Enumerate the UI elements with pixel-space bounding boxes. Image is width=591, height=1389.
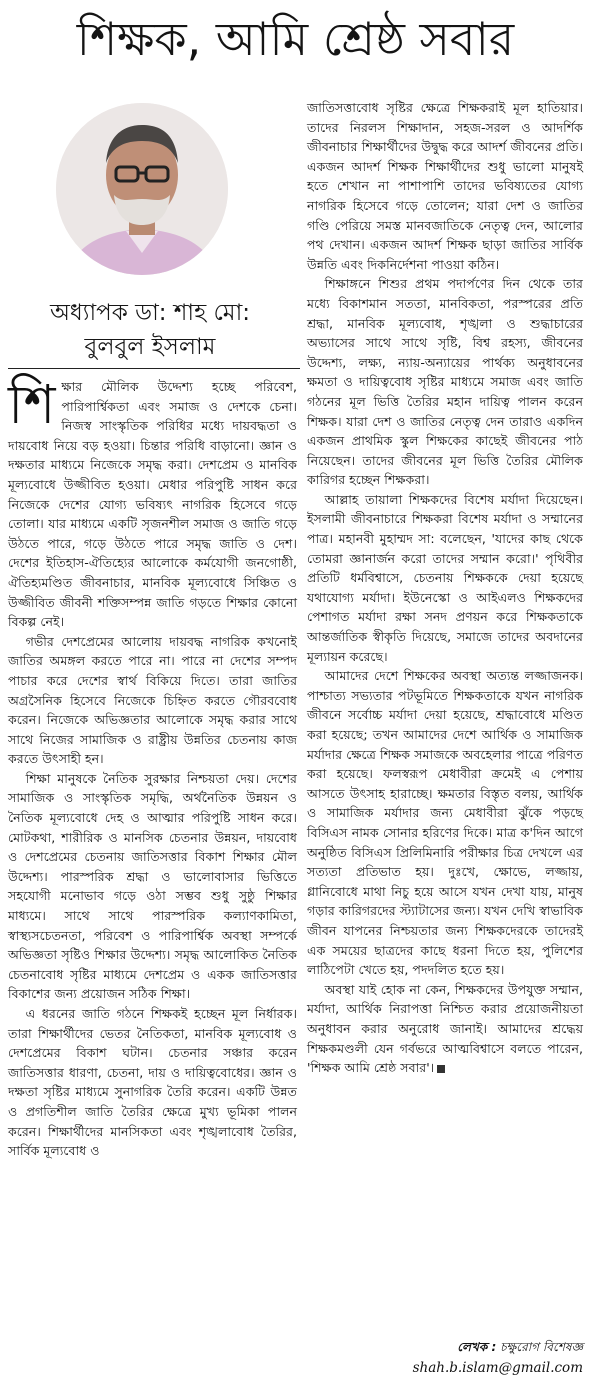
byline-role: চক্ষুরোগ বিশেষজ্ঞ — [500, 1340, 583, 1354]
article-paragraph-3: শিক্ষা মানুষকে নৈতিক সুরক্ষার নিশ্চয়তা দেয়। দেশের সামাজিক ও সাংস্কৃতিক সমৃদ্ধি, অর্থনৈতিক উন্নয়ন ও নৈতিক মূল্যবোধে দেহ ও আত্মার পরিপুষ্টি সাধন করে। মোটকথা, শারীরিক ও মানসিক চেতনার উন্নয়ন, দায়বোধ ও দেশপ্রেমের চেতনায় জাতিসত্তার বিকাশ শিক্ষার মৌল উদ্দেশ্য। পারস্পরিক শ্রদ্ধা ও ভালোবাসার ভিত্তিতে সহযোগী মনোভাব গড়ে ওঠা সম্ভব শুধু সুষ্ঠু শিক্ষার মাধ্যমে। সাথে সাথে পারস্পরিক কল্যাণকামিতা, স্বাস্থ্যসচেতনতা, পরিবেশ ও পারিপার্শ্বিক অবস্থা সম্পর্কে অভিজ্ঞতা সৃষ্টিও শিক্ষার উদ্দেশ্য। সমৃদ্ধ আলোকিত নৈতিক চেতনাবোধ সৃষ্টির মাধ্যমে দেশপ্রেম ও একক জাতিসত্তার বিকাশের জন্য প্রয়োজন সঠিক শিক্ষা। — [8, 770, 297, 1002]
author-byline — [362, 1338, 583, 1356]
author-name-line2: বুলবুল ইসলাম — [84, 334, 216, 360]
author-email: shah.b.islam@gmail.com — [412, 1360, 583, 1376]
author-divider — [8, 368, 300, 369]
article-paragraph-6: শিক্ষাঙ্গনে শিশুর প্রথম পদার্পণের দিন থেকে তার মধ্যে বিকাশমান সততা, মানবিকতা, পরস্পরের প্রতি শ্রদ্ধা, মানবিক মূল্যবোধ, শৃঙ্খলা ও শুদ্ধাচারের অভ্যাসের সাথে সাথে সৃষ্টি, বিশ্ব রহস্য, জীবনের উদ্দেশ্য, লক্ষ্য, ন্যায়-অন্যায়ের পার্থক্য অনুধাবনের ক্ষমতা ও দায়িত্ববোধ সৃষ্টির মাধ্যমে সমাজ এবং জাতি গঠনের মূল ভিত্তি তৈরির মহান দায়িত্ব পালন করেন শিক্ষক। যারা দেশ ও জাতির নেতৃত্ব দেন তারাও একদিন একজন প্রাথমিক স্কুল শিক্ষকের কাছেই জীবনের পাঠ নিয়েছেন। তাদের জীবনের মূল ভিত্তি তৈরির মৌলিক কারিগর হচ্ছেন শিক্ষকরা। — [307, 276, 583, 488]
end-mark-icon — [437, 1065, 445, 1073]
article-column-left — [8, 373, 297, 1161]
article-paragraph-9: অবস্থা যাই হোক না কেন, শিক্ষকদের উপযুক্ত সম্মান, মর্যাদা, আর্থিক নিরাপত্তা নিশ্চিত করার প্রয়োজনীয়তা অনুধাবন করার অনুরোধ জানাই। আমাদের শ্রদ্ধেয় শিক্ষকমণ্ডলী যেন গর্বভরে আত্মবিশ্বাসে বলতে পারেন, 'শিক্ষক আমি শ্রেষ্ঠ সবার'। — [307, 981, 583, 1076]
author-name — [0, 296, 300, 364]
author-photo — [56, 103, 228, 275]
author-portrait-illustration — [56, 103, 228, 275]
drop-cap: শি — [8, 373, 56, 436]
article-paragraph-8: আমাদের দেশে শিক্ষকের অবস্থা অত্যন্ত লজ্জাজনক। পাশ্চাত্য সভ্যতার পটভূমিতে শিক্ষকতাকে যখন নাগরিক জীবনে সর্বোচ্চ মর্যাদা দেয়া হয়েছে, শ্রদ্ধাবোধে মণ্ডিত করা হয়েছে; তখন আমাদের দেশে আর্থিক ও সামাজিক মর্যাদার ক্ষেত্রে শিক্ষক সমাজকে অবহেলার পাত্রে পরিণত করা হয়েছে। ফলস্বরূপ মেধাবীরা ক্রমেই এ পেশায় আসতে উৎসাহ হারাচ্ছে। ক্ষমতার বিস্তৃত বলয়, আর্থিক ও সামাজিক মর্যাদার জন্য মেধাবীরা ঝুঁকে পড়ছে বিসিএস নামক সোনার হরিণের দিকে। মাত্র ক'দিন আগে অনুষ্ঠিত বিসিএস প্রিলিমিনারি পরীক্ষার চিত্র দেখলে এর সত্যতা প্রতিভাত হয়। দুঃখে, ক্ষোভে, লজ্জায়, গ্লানিবোধে মাথা নিচু হয়ে আসে যখন দেখা যায়, মানুষ গড়ার কারিগরদের স্ট্যাটাসের জন্য। যখন দেখি স্বাভাবিক জীবন যাপনের নিশ্চয়তার জন্য শিক্ষকদেরকে তাদেরই এক সময়ের ছাত্রদের কাছে ধরনা দিতে হয়, পুলিশের লাঠিপেটা খেতে হয়, পদদলিত হতে হয়। — [307, 668, 583, 978]
article-paragraph-1: শিক্ষার মৌলিক উদ্দেশ্য হচ্ছে পরিবেশ, পারিপার্শ্বিকতা এবং সমাজ ও দেশকে চেনা। নিজস্ব সাংস্কৃতিক পরিধির মধ্যে দায়বদ্ধতা ও দায়বোধ নিয়ে বড় হওয়া। চিন্তার পরিধি বাড়ানো। জ্ঞান ও দক্ষতার মাধ্যমে নিজেকে সমৃদ্ধ করা। দেশপ্রেম ও মানবিক মূল্যবোধে উজ্জীবিত হওয়া। মেধার পরিপুষ্টি সাধন করে নিজেকে দেশের যোগ্য ভবিষ্যৎ নাগরিক হিসেবে গড়ে তোলা। যার মাধ্যমে একটি সৃজনশীল সমাজ ও জাতি গড়ে উঠতে পারে, গড়ে উঠতে পারে সমৃদ্ধ জাতি ও দেশ। দেশের ইতিহাস-ঐতিহ্যের আলোকে কর্মযোগী জনগোষ্ঠী, ঐতিহ্যমণ্ডিত জীবনাচার, মানবিক মূল্যবোধে সিঞ্চিত ও উজ্জীবিত জীবনী শক্তিসম্পন্ন জাতি গড়তে শিক্ষার কোনো বিকল্প নেই। — [8, 373, 297, 630]
author-name-line1: অধ্যাপক ডা: শাহ মো: — [49, 300, 251, 326]
article-paragraph-2: গভীর দেশপ্রেমের আলোয় দায়বদ্ধ নাগরিক কখনোই জাতির অমঙ্গল করতে পারে না। পারে না দেশের সম্পদ পাচার করে দেশের স্বার্থ বিকিয়ে দিতে। তারা জাতির অগ্রসৈনিক হিসেবে নিজেকে চিহ্নিত করতে গৌরববোধ করেন। নিজেকে অভিজ্ঞতার আলোকে সমৃদ্ধ করার সাথে সাথে নিজের সামাজিক ও রাষ্ট্রীয় উন্নতির চেতনায় কাজ করতে উৎসাহী হন। — [8, 633, 297, 767]
article-paragraph-7: আল্লাহ তায়ালা শিক্ষকদের বিশেষ মর্যাদা দিয়েছেন। ইসলামী জীবনাচারে শিক্ষকরা বিশেষ মর্যাদা ও সম্মানের পাত্র। মহানবী মুহাম্মদ সা: বলেছেন, 'যাদের কাছ থেকে তোমরা জ্ঞানার্জন করো তাদের সম্মান করো।' পৃথিবীর প্রতিটি ধর্মবিশ্বাসে, চেতনায় শিক্ষককে দেয়া হয়েছে যথাযোগ্য মর্যাদা। ইউনেস্কো ও আইএলও শিক্ষকদের পেশাগত মর্যাদা রক্ষা সনদ প্রণয়ন করে শিক্ষকতাকে আন্তর্জাতিক স্বীকৃতি দিয়েছে, সমাজে তাদের অবদানের মূল্যায়ন করেছে। — [307, 491, 583, 664]
article-paragraph-4: এ ধরনের জাতি গঠনে শিক্ষকই হচ্ছেন মূল নির্ধারক। তারা শিক্ষার্থীদের ভেতর নৈতিকতা, মানবিক মূল্যবোধ ও দেশপ্রেমের বিকাশ ঘটান। চেতনার সঞ্চার করেন জাতিসত্তার ধারণা, চেতনা, দায় ও দায়িত্ববোধের। জ্ঞান ও দক্ষতা সৃষ্টির মাধ্যমে সুনাগরিক তৈরি করেন। একটি উন্নত ও প্রগতিশীল জাতি তৈরির ক্ষেত্রে মুখ্য ভূমিকা পালন করেন। শিক্ষার্থীদের মানসিকতা এবং শৃঙ্খলাবোধ তৈরির, সার্বিক মূল্যবোধ ও — [8, 1006, 297, 1159]
article-paragraph-continued: জাতিসত্তাবোধ সৃষ্টির ক্ষেত্রে শিক্ষকরাই মূল হাতিয়ার। তাদের নিরলস শিক্ষাদান, সহজ-সরল ও আদর্শিক জীবনাচার শিক্ষার্থীদের উদ্বুদ্ধ করে আদর্শ জীবনের প্রতি। একজন আদর্শ শিক্ষক শিক্ষার্থীদের শুধু ভালো মানুষই হতে শেখান না পাশাপাশি তাদের ভবিষ্যতের যোগ্য নাগরিক হিসেবে গড়ে তোলেন; যারা দেশ ও জাতির গণ্ডি পেরিয়ে সমস্ত মানবজাতিকে নেতৃত্ব দেন, আলোর পথ দেখান। একজন আদর্শ শিক্ষক ছাড়া জাতির সার্বিক উন্নতি এবং দিকনির্দেশনা পাওয়া কঠিন। — [307, 100, 583, 272]
article-column-right — [307, 98, 583, 1078]
headline: শিক্ষক, আমি শ্রেষ্ঠ সবার — [76, 12, 515, 66]
byline-label: লেখক : — [457, 1340, 497, 1354]
